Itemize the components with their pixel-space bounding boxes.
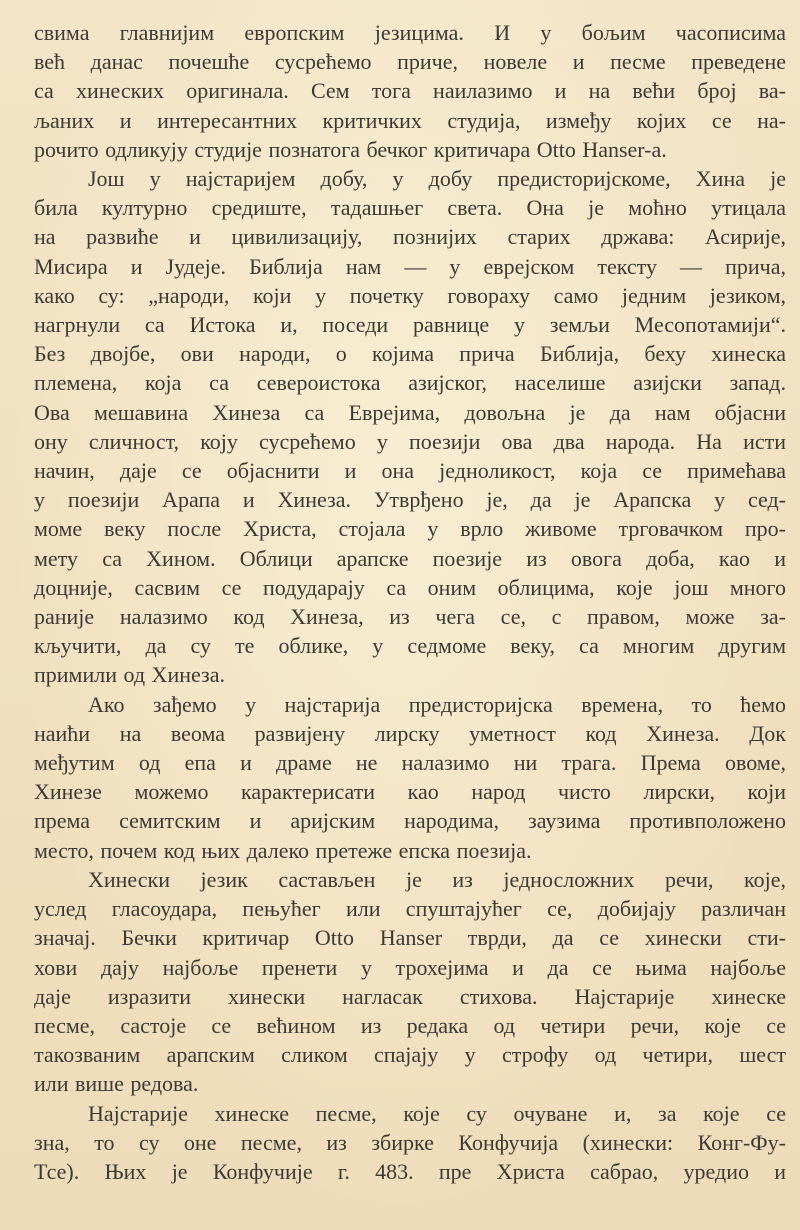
text-line: услед гласоудара, пењућег или спуштајућег се, добијају различан xyxy=(34,896,786,922)
text-line: међутим од епа и драме не налазимо ни трага. Према овоме, xyxy=(34,750,786,776)
text-line: Без двојбе, ови народи, о којима прича Библија, беху хинеска xyxy=(34,341,786,367)
text-line: Још у најстаријем добу, у добу предисторијскоме, Хина је xyxy=(88,166,786,192)
paragraph xyxy=(34,164,786,690)
text-line: Хинезе можемо карактерисати као народ чисто лирски, који xyxy=(34,779,786,805)
text-line: примили од Хинеза. xyxy=(34,662,225,688)
text-line: Ова мешавина Хинеза са Евреjима, довољна је да нам објасни xyxy=(34,399,786,425)
text-line: у поезији Арапа и Хинеза. Утврђено је, да је Арапска у сед- xyxy=(34,487,786,513)
text-line: мету са Хином. Облици арапске поезије из овога доба, као и xyxy=(34,545,786,571)
text-line: са хинеских оригинала. Сем тога наилазимо и на већи број ва- xyxy=(34,78,786,104)
text-line: кључити, да су те облике, у седмоме веку, са многим другим xyxy=(34,633,786,659)
text-line: начин, даје се објаснити и она једноликост, која се примећава xyxy=(34,458,786,484)
text-line: даје изразити хинески нагласак стихова. Најстарије хинеске xyxy=(34,983,786,1009)
text-line: Тсе). Њих је Конфучије г. 483. пре Христа сабрао, уредио и xyxy=(34,1158,786,1184)
text-line: свима главнијим европским језицима. И у бољим часописима xyxy=(34,20,786,45)
text-line: Хинески језик састављен је из једносложних речи, које, xyxy=(88,866,786,892)
text-line: била културно средиште, тадашњег света. Она је моћно утицала xyxy=(34,195,786,221)
text-line: наићи на веома развијену лирску уметност код Хинеза. Док xyxy=(34,720,786,746)
text-line: раније налазимо код Хинеза, из чега се, с правом, може за- xyxy=(34,604,786,630)
text-line: већ данас почешће сусрећемо приче, новеле и песме преведене xyxy=(34,49,786,75)
paragraph xyxy=(34,18,786,164)
paragraph xyxy=(34,1099,786,1187)
page-text xyxy=(34,18,786,1186)
text-line: Ако зађемо у најстарија предисторијска времена, то ћемо xyxy=(88,691,786,717)
text-line: значај. Бечки критичар Otto Hanser тврди, да се хинески сти- xyxy=(34,925,786,951)
text-line: зна, то су оне песме, из збирке Конфучија (хинески: Конг-Фу- xyxy=(34,1129,786,1155)
text-line: на развиће и цивилизацију, познијих старих држава: Асирије, xyxy=(34,224,786,250)
text-line: према семитским и аријским народима, заузима противположено xyxy=(34,808,786,834)
text-line: нагрнули са Истока и, поседи равнице у земљи Месопотамији“. xyxy=(34,312,786,338)
text-line: моме веку после Христа, стојала у врло живоме трговачком про- xyxy=(34,516,786,542)
text-line: песме, састоје се већином из редака од четири речи, које се xyxy=(34,1012,786,1038)
text-line: доцније, сасвим се подударају са оним облицима, које још много xyxy=(34,574,786,600)
text-line: племена, која са североистока азијског, населише азијски запад. xyxy=(34,370,786,396)
text-line: Мисира и Јудеје. Библија нам — у еврејском тексту — прича, xyxy=(34,253,786,279)
text-line: хови дају најбоље пренети у трохејима и да се њима најбоље xyxy=(34,954,786,980)
text-line: место, почем код њих далеко претеже епска поезија. xyxy=(34,837,532,863)
text-line: такозваним арапским сликом спајају у строфу од четири, шест xyxy=(34,1042,786,1068)
text-line: како су: „народи, који у почетку говораху само једним језиком, xyxy=(34,282,786,308)
text-line: рочито одликују студије познатога бечког критичара Otto Hanser-a. xyxy=(34,136,667,162)
paragraph xyxy=(34,690,786,865)
text-line: ону сличност, коју сусрећемо у поезији ова два народа. На исти xyxy=(34,428,786,454)
text-line: или више редова. xyxy=(34,1071,199,1097)
paragraph xyxy=(34,865,786,1099)
text-line: љаних и интересантних критичких студија, између којих се на- xyxy=(34,107,786,133)
text-line: Најстарије хинеске песме, које су очуване и, за које се xyxy=(88,1100,786,1126)
